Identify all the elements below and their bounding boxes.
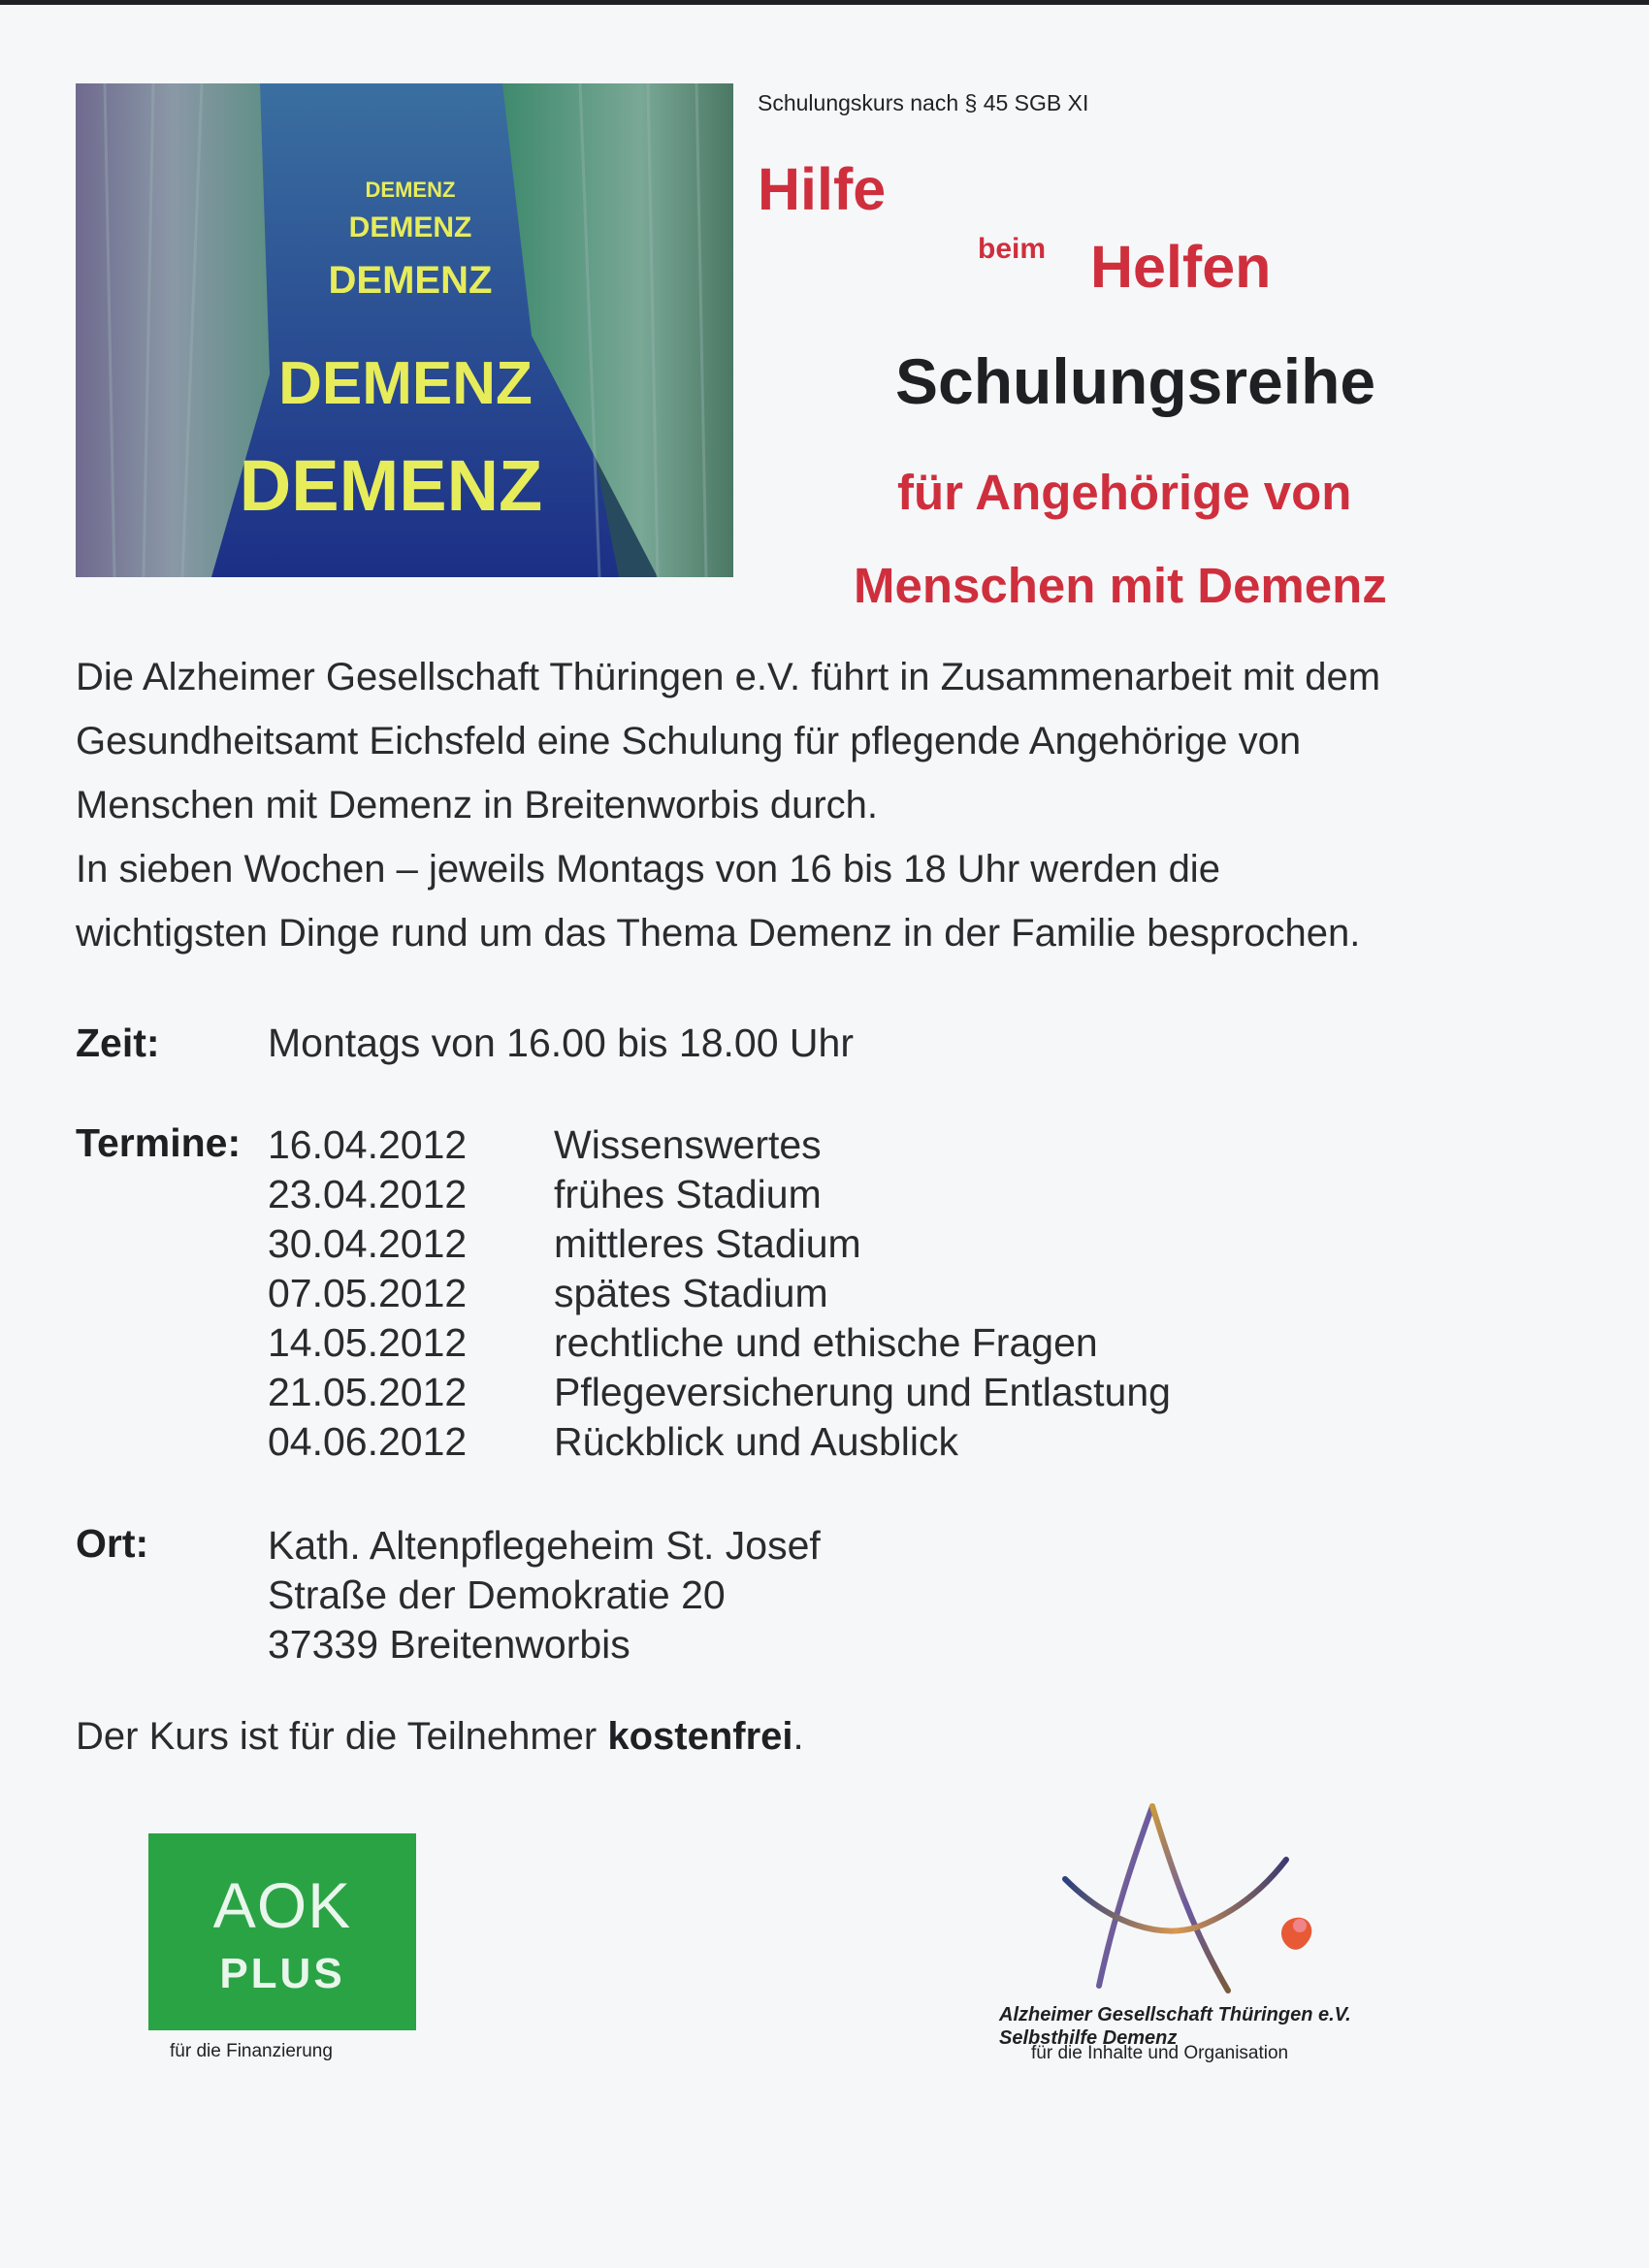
- aok-logo-plus: PLUS: [219, 1950, 345, 1997]
- cost-suffix: .: [792, 1715, 804, 1758]
- floor-text: DEMENZ: [328, 259, 493, 302]
- alzheimer-gesellschaft-caption: für die Inhalte und Organisation: [1031, 2043, 1289, 2063]
- termin-topic: Wissenswertes: [554, 1122, 822, 1167]
- intro-line: Gesundheitsamt Eichsfeld eine Schulung für pflegende Angehörige von: [76, 720, 1302, 762]
- zeit-value: Montags von 16.00 bis 18.00 Uhr: [268, 1021, 854, 1065]
- title-beim: beim: [978, 233, 1047, 265]
- termin-topic: Pflegeversicherung und Entlastung: [554, 1370, 1171, 1414]
- termine-dates: [268, 1120, 467, 1467]
- top-border: [0, 0, 1649, 5]
- cost-prefix: Der Kurs ist für die Teilnehmer: [76, 1715, 608, 1758]
- series-title: Schulungsreihe: [895, 345, 1376, 417]
- header-photo: [76, 83, 733, 577]
- termin-topic: frühes Stadium: [554, 1172, 822, 1216]
- termin-date: 07.05.2012: [268, 1271, 468, 1315]
- title-hilfe: Hilfe: [758, 156, 887, 222]
- termine-topics: [554, 1120, 1171, 1467]
- termin-topic: mittleres Stadium: [554, 1221, 861, 1266]
- termin-topic: rechtliche und ethische Fragen: [554, 1320, 1098, 1365]
- cost-free: kostenfrei: [607, 1715, 793, 1758]
- org-name-line: Alzheimer Gesellschaft Thüringen e.V.: [999, 2004, 1351, 2025]
- course-subtitle: Schulungskurs nach § 45 SGB XI: [758, 90, 1089, 115]
- termin-date: 21.05.2012: [268, 1370, 468, 1414]
- ort-label: Ort:: [76, 1521, 149, 1566]
- intro-line: In sieben Wochen – jeweils Montags von 16 bis 18 Uhr werden die: [76, 848, 1220, 891]
- address-line: Kath. Altenpflegeheim St. Josef: [268, 1523, 821, 1568]
- intro-line: Menschen mit Demenz in Breitenworbis durch.: [76, 784, 879, 826]
- aok-logo-name: AOK: [212, 1869, 352, 1941]
- floor-text: DEMENZ: [278, 350, 533, 417]
- address-line: 37339 Breitenworbis: [268, 1622, 630, 1667]
- termin-date: 14.05.2012: [268, 1320, 468, 1365]
- title-helfen: Helfen: [1090, 234, 1272, 300]
- intro-text: [76, 645, 1589, 965]
- termin-date: 30.04.2012: [268, 1221, 468, 1266]
- zeit-label: Zeit:: [76, 1021, 160, 1065]
- alzheimer-gesellschaft-logo: [1055, 1801, 1346, 1995]
- termin-date: 16.04.2012: [268, 1122, 468, 1167]
- audience-line-2: Menschen mit Demenz: [854, 558, 1387, 613]
- ort-address: [268, 1521, 821, 1669]
- floor-text: DEMENZ: [365, 178, 456, 202]
- floor-text: DEMENZ: [348, 211, 472, 243]
- aok-plus-logo: [148, 1833, 416, 2030]
- org-name-line: Selbsthilfe Demenz: [999, 2027, 1178, 2049]
- intro-line: wichtigsten Dinge rund um das Thema Demenz in der Familie besprochen.: [76, 912, 1361, 955]
- audience-line-1: für Angehörige von: [897, 465, 1352, 520]
- aok-caption: für die Finanzierung: [170, 2041, 333, 2061]
- intro-line: Die Alzheimer Gesellschaft Thüringen e.V. führt in Zusammenarbeit mit dem: [76, 656, 1381, 698]
- address-line: Straße der Demokratie 20: [268, 1572, 726, 1617]
- cost-note: [76, 1715, 804, 1759]
- termin-topic: spätes Stadium: [554, 1271, 828, 1315]
- termin-date: 23.04.2012: [268, 1172, 468, 1216]
- floor-text: DEMENZ: [239, 445, 543, 526]
- termin-date: 04.06.2012: [268, 1419, 468, 1464]
- termin-topic: Rückblick und Ausblick: [554, 1419, 959, 1464]
- termine-label: Termine:: [76, 1120, 242, 1165]
